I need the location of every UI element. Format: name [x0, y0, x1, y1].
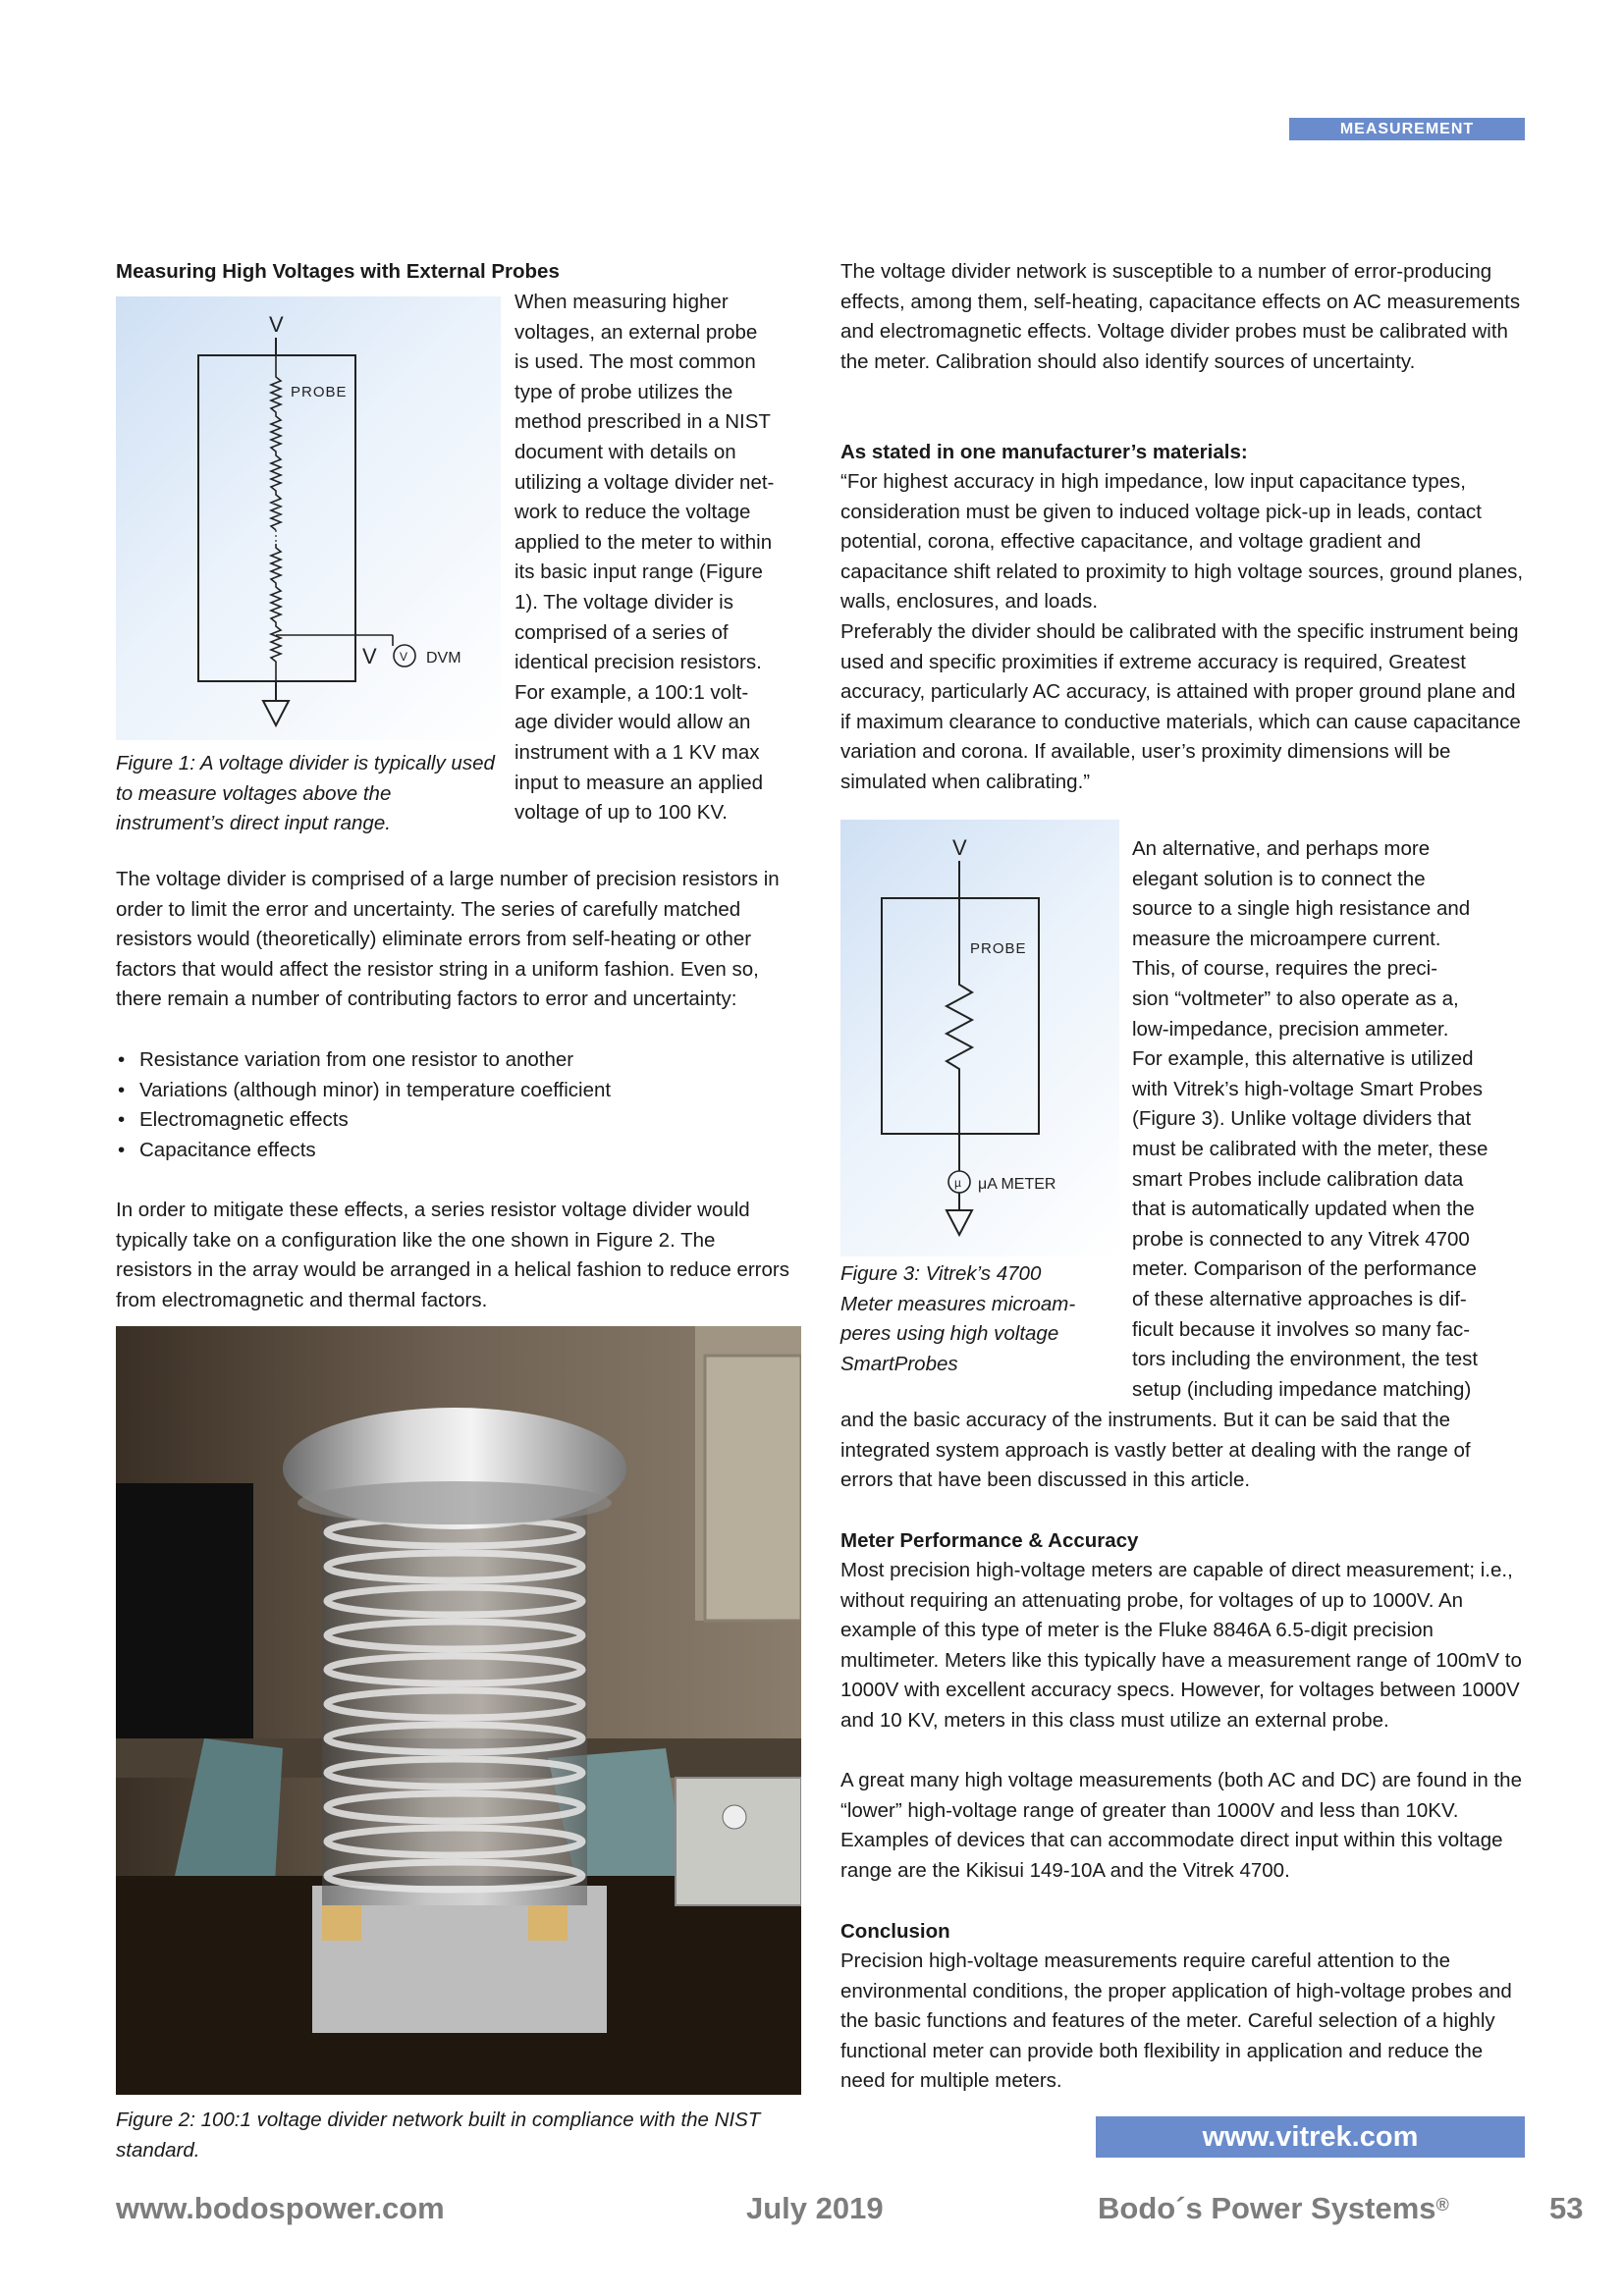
door	[705, 1356, 801, 1621]
paragraph-helical: In order to mitigate these effects, a series resistor voltage divider would typically take on a configuration like the one shown in Figure 2. The resistors in the array would be arranged in a helical fashion to reduce errors from electromagnetic and thermal factors.	[116, 1199, 789, 1311]
ground-icon	[263, 701, 289, 725]
high-resistance	[947, 898, 972, 1134]
fig1-probe-label: PROBE	[291, 384, 348, 400]
fig1-v-label: V	[269, 312, 284, 337]
fig3-probe-label: PROBE	[970, 940, 1027, 957]
article-heading: Measuring High Voltages with External Probes	[116, 260, 560, 283]
intro-paragraph: When measuring higher voltages, an external probe is used. The most common type of probe utilizes the method prescribed in a NIST document with details on utilizing a voltage divider net- work to reduce the voltage applied to the meter to within its basic input range (Figure 1). The voltage divider is comprised of a series of identical precision resistors. For example, a 100:1 volt- age divider would allow an instrument with a 1 KV max input to measure an applied voltage of up to 100 KV.	[514, 291, 775, 825]
meter-paragraph-2: A great many high voltage measurements (both AC and DC) are found in the “lower” high-voltage range of greater than 1000V and less than 10KV. Examples of devices that can accommodate direct input within this voltage range are the Kikisui 149-10A and the Vitrek 4700.	[840, 1769, 1522, 1882]
alternative-paragraph-cont: and the basic accuracy of the instruments. But it can be said that the integrated system approach is vastly better at dealing with the range of errors that have been discussed in this article.	[840, 1409, 1471, 1492]
meter-heading: Meter Performance & Accuracy	[840, 1529, 1139, 1552]
conclusion-heading: Conclusion	[840, 1920, 950, 1943]
voltage-divider-diagram	[116, 296, 501, 740]
figure-1	[116, 296, 501, 740]
figure-2-caption: Figure 2: 100:1 voltage divider network built in compliance with the NIST standard.	[116, 2109, 761, 2162]
conclusion-paragraph: Precision high-voltage measurements require careful attention to the environmental conditions, the proper application of high-voltage probes and the basic functions and features of the meter. Careful selection of a highly functional meter can provide both flexibility in application and reduce the need for multiple meters.	[840, 1949, 1512, 2093]
error-factor-list	[116, 1045, 793, 1165]
quote-heading: As stated in one manufacturer’s materials:	[840, 441, 1248, 463]
figure-3-caption: Figure 3: Vitrek’s 4700 Meter measures microam- peres using high voltage SmartProbes	[840, 1262, 1076, 1375]
footer-magazine: Bodo´s Power Systems®	[1098, 2191, 1449, 2225]
footer-website[interactable]: www.bodospower.com	[116, 2191, 445, 2225]
vitrek-url-link[interactable]: www.vitrek.com	[1096, 2116, 1525, 2158]
meter-device	[676, 1778, 801, 1905]
paragraph-divider-description: The voltage divider is comprised of a large number of precision resistors in order to limit the error and uncertainty. The series of carefully matched resistors would (theoretically) eliminate errors from self-heating or other factors that would affect the resistor string in a uniform fashion. Even so, there remain a number of contributing factors to error and uncertainty:	[116, 868, 780, 1011]
paragraph-error-effects: The voltage divider network is susceptible to a number of error-producing effects, among them, self-heating, capacitance effects on AC measurements and electromagnetic effects. Voltage divider probes must be calibrated with the meter. Calibration should also identify sources of uncertainty.	[840, 260, 1521, 373]
resistor-string-upper	[271, 355, 281, 530]
figure-2-photo	[116, 1326, 801, 2095]
resistor-string-lower	[271, 544, 281, 681]
footer-page-number: 53	[1549, 2191, 1584, 2225]
quote-paragraph-2: Preferably the divider should be calibrated with the specific instrument being used and specific proximities if extreme accuracy is required, Greatest accuracy, particularly AC accuracy, is attained with proper ground plane and if maximum clearance to conductive materials, which can cause capacitance variation and corona. If available, user’s proximity dimensions will be simulated when calibrating.”	[840, 620, 1521, 793]
alternative-paragraph: An alternative, and perhaps more elegant solution is to connect the source to a single high resistance and measure the microampere current. This, of course, requires the preci- sion “voltmeter” to also operate as a, low-impedance, precision ammeter. For example, this alternative is utilized with Vitrek’s high-voltage Smart Probes (Figure 3). Unlike voltage dividers that must be calibrated with the meter, these smart Probes include calibration data that is automatically updated when the probe is connected to any Vitrek 4700 meter. Comparison of the performance of these alternative approaches is dif- ficult because it involves so many fac- tors including the environment, the test setup (including impedance matching)	[1132, 837, 1489, 1401]
list-item: • Resistance variation from one resistor to another	[116, 1045, 793, 1076]
fig3-v-label: V	[952, 835, 967, 860]
list-item: • Capacitance effects	[116, 1136, 793, 1166]
figure-3	[840, 820, 1119, 1256]
quote-paragraph-1: “For highest accuracy in high impedance, low input capacitance types, consideration must be given to induced voltage pick-up in leads, contact potential, corona, effective capacitance, and voltage gradient and capacitance shift related to proximity to high voltage sources, ground planes, walls, enclosures, and loads.	[840, 470, 1524, 614]
ground-icon	[947, 1210, 972, 1235]
svg-text:µ: µ	[954, 1176, 961, 1190]
microampere-meter-diagram	[840, 820, 1119, 1256]
list-item: • Variations (although minor) in temperature coefficient	[116, 1076, 793, 1106]
meter-paragraph-1: Most precision high-voltage meters are capable of direct measurement; i.e., without requiring an attenuating probe, for voltages of up to 1000V. An example of this type of meter is the Fluke 8846A 6.5-digit precision multimeter. Meters like this typically have a measurement range of 100mV to 1000V with excellent accuracy specs. However, for voltages between 1000V and 10 KV, meters in this class must utilize an external probe.	[840, 1559, 1522, 1732]
svg-text:V: V	[400, 650, 408, 664]
fig3-meter-label: μA METER	[978, 1176, 1056, 1193]
fig1-meter-v: V	[362, 644, 377, 668]
fig1-dvm-label: DVM	[426, 650, 461, 667]
figure-1-caption: Figure 1: A voltage divider is typically used to measure voltages above the instrument’s direct input range.	[116, 752, 495, 835]
list-item: • Electromagnetic effects	[116, 1105, 793, 1136]
television	[116, 1483, 253, 1738]
section-tag: MEASUREMENT	[1289, 118, 1525, 140]
footer-date: July 2019	[746, 2191, 884, 2225]
